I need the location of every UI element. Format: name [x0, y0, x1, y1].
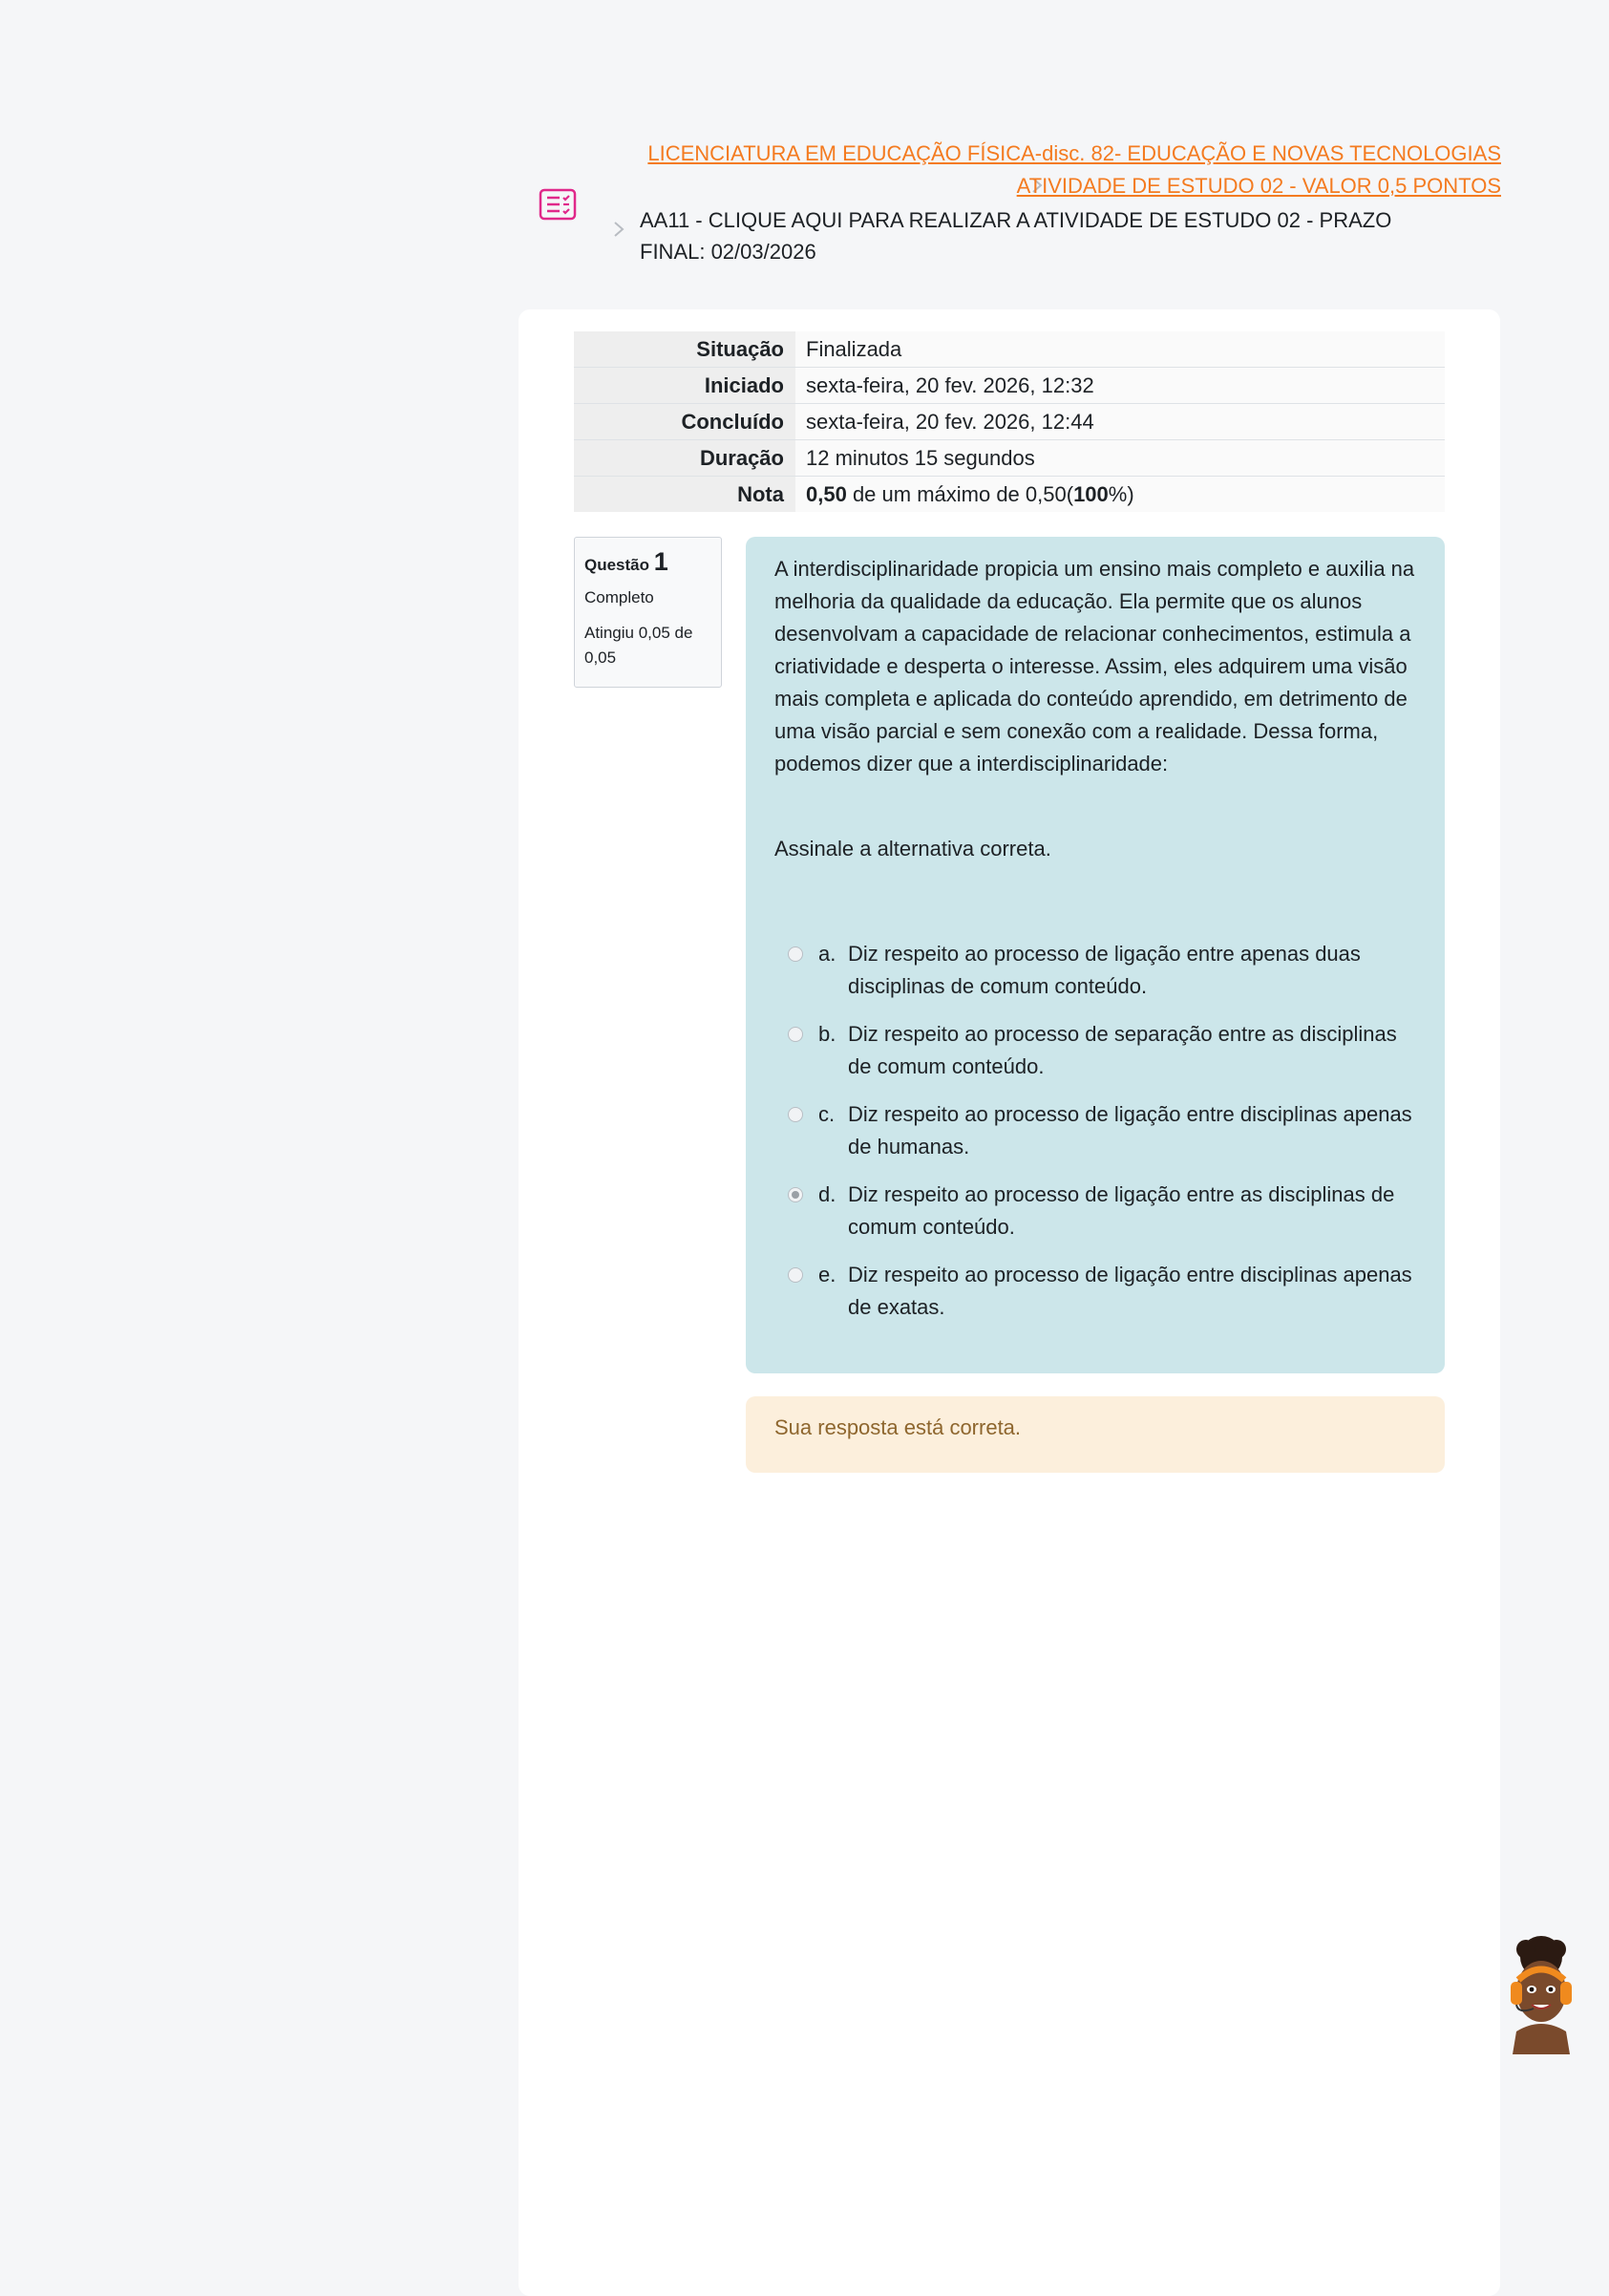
summary-label: Iniciado [574, 368, 795, 404]
radio-button[interactable] [788, 1027, 803, 1042]
radio-button[interactable] [788, 946, 803, 962]
answer-letter: a. [818, 942, 836, 966]
question-number [584, 547, 711, 577]
answer-letter: b. [818, 1022, 836, 1046]
chevron-right-icon [611, 219, 626, 240]
summary-value: sexta-feira, 20 fev. 2026, 12:44 [795, 404, 1445, 440]
answer-letter: d. [818, 1182, 836, 1206]
quiz-activity-icon [539, 186, 577, 224]
radio-button[interactable] [788, 1267, 803, 1283]
question-info-box [574, 537, 722, 688]
question-state: Completo [584, 588, 654, 606]
summary-value: 12 minutos 15 segundos [795, 440, 1445, 477]
summary-label: Nota [574, 477, 795, 513]
answer-letter: e. [818, 1263, 836, 1286]
question-content [746, 537, 1445, 1373]
question-grade: Atingiu 0,05 de 0,05 [584, 624, 693, 667]
summary-row-completed [574, 404, 1445, 440]
question-prompt: Assinale a alternativa correta. [774, 837, 1051, 861]
answer-text: Diz respeito ao processo de ligação entre apenas duas disciplinas de comum conteúdo. [848, 942, 1361, 998]
answer-option-e[interactable] [774, 1259, 1424, 1324]
breadcrumb-current-activity: AA11 - CLIQUE AQUI PARA REALIZAR A ATIVIDADE DE ESTUDO 02 - PRAZO FINAL: 02/03/2026 [640, 208, 1392, 264]
summary-label: Situação [574, 331, 795, 368]
answer-text: Diz respeito ao processo de ligação entre disciplinas apenas de humanas. [848, 1102, 1412, 1159]
summary-value: sexta-feira, 20 fev. 2026, 12:32 [795, 368, 1445, 404]
attempt-summary-table [574, 331, 1445, 512]
summary-value: Finalizada [795, 331, 1445, 368]
answer-list [774, 938, 1424, 1339]
radio-button[interactable] [788, 1107, 803, 1122]
answer-option-d[interactable] [774, 1179, 1424, 1244]
grade-text: de um máximo de 0,50( [846, 481, 1074, 506]
summary-grade-value [795, 477, 1445, 513]
answer-feedback: Sua resposta está correta. [746, 1396, 1445, 1473]
answer-option-a[interactable] [774, 938, 1424, 1003]
answer-option-c[interactable] [774, 1098, 1424, 1163]
answer-text: Diz respeito ao processo de ligação entre as disciplinas de comum conteúdo. [848, 1182, 1395, 1239]
breadcrumb-header [516, 134, 1501, 277]
summary-row-duration [574, 440, 1445, 477]
answer-text: Diz respeito ao processo de ligação entre disciplinas apenas de exatas. [848, 1263, 1412, 1319]
question-number-value: 1 [653, 547, 668, 576]
radio-button-selected[interactable] [788, 1187, 803, 1202]
question-label: Questão [584, 556, 650, 574]
breadcrumb-section-link[interactable]: ATIVIDADE DE ESTUDO 02 - VALOR 0,5 PONTOS [1016, 174, 1501, 198]
summary-row-grade [574, 477, 1445, 513]
grade-suffix: %) [1108, 481, 1134, 506]
question-text: A interdisciplinaridade propicia um ensino mais completo e auxilia na melhoria da qualidade da educação. Ela permite que os alunos desenvolvam a capacidade de relacionar conhecimentos, estimula a criatividade e desperta o interesse. Assim, eles adquirem uma visão mais completa e aplicada do conteúdo aprendido, em detrimento de uma visão parcial e sem conexão com a realidade. Dessa forma, podemos dizer que a interdisciplinaridade: [774, 557, 1415, 776]
summary-label: Concluído [574, 404, 795, 440]
grade-score: 0,50 [806, 481, 847, 506]
answer-option-b[interactable] [774, 1018, 1424, 1083]
answer-letter: c. [818, 1102, 836, 1126]
breadcrumb-course-link[interactable]: LICENCIATURA EM EDUCAÇÃO FÍSICA-disc. 82- EDUCAÇÃO E NOVAS TECNOLOGIAS [647, 141, 1501, 165]
answer-text: Diz respeito ao processo de separação entre as disciplinas de comum conteúdo. [848, 1022, 1397, 1078]
virtual-assistant-avatar[interactable] [1497, 1932, 1585, 2054]
summary-row-started [574, 368, 1445, 404]
summary-row-state [574, 331, 1445, 368]
summary-label: Duração [574, 440, 795, 477]
grade-percent: 100 [1073, 481, 1109, 506]
